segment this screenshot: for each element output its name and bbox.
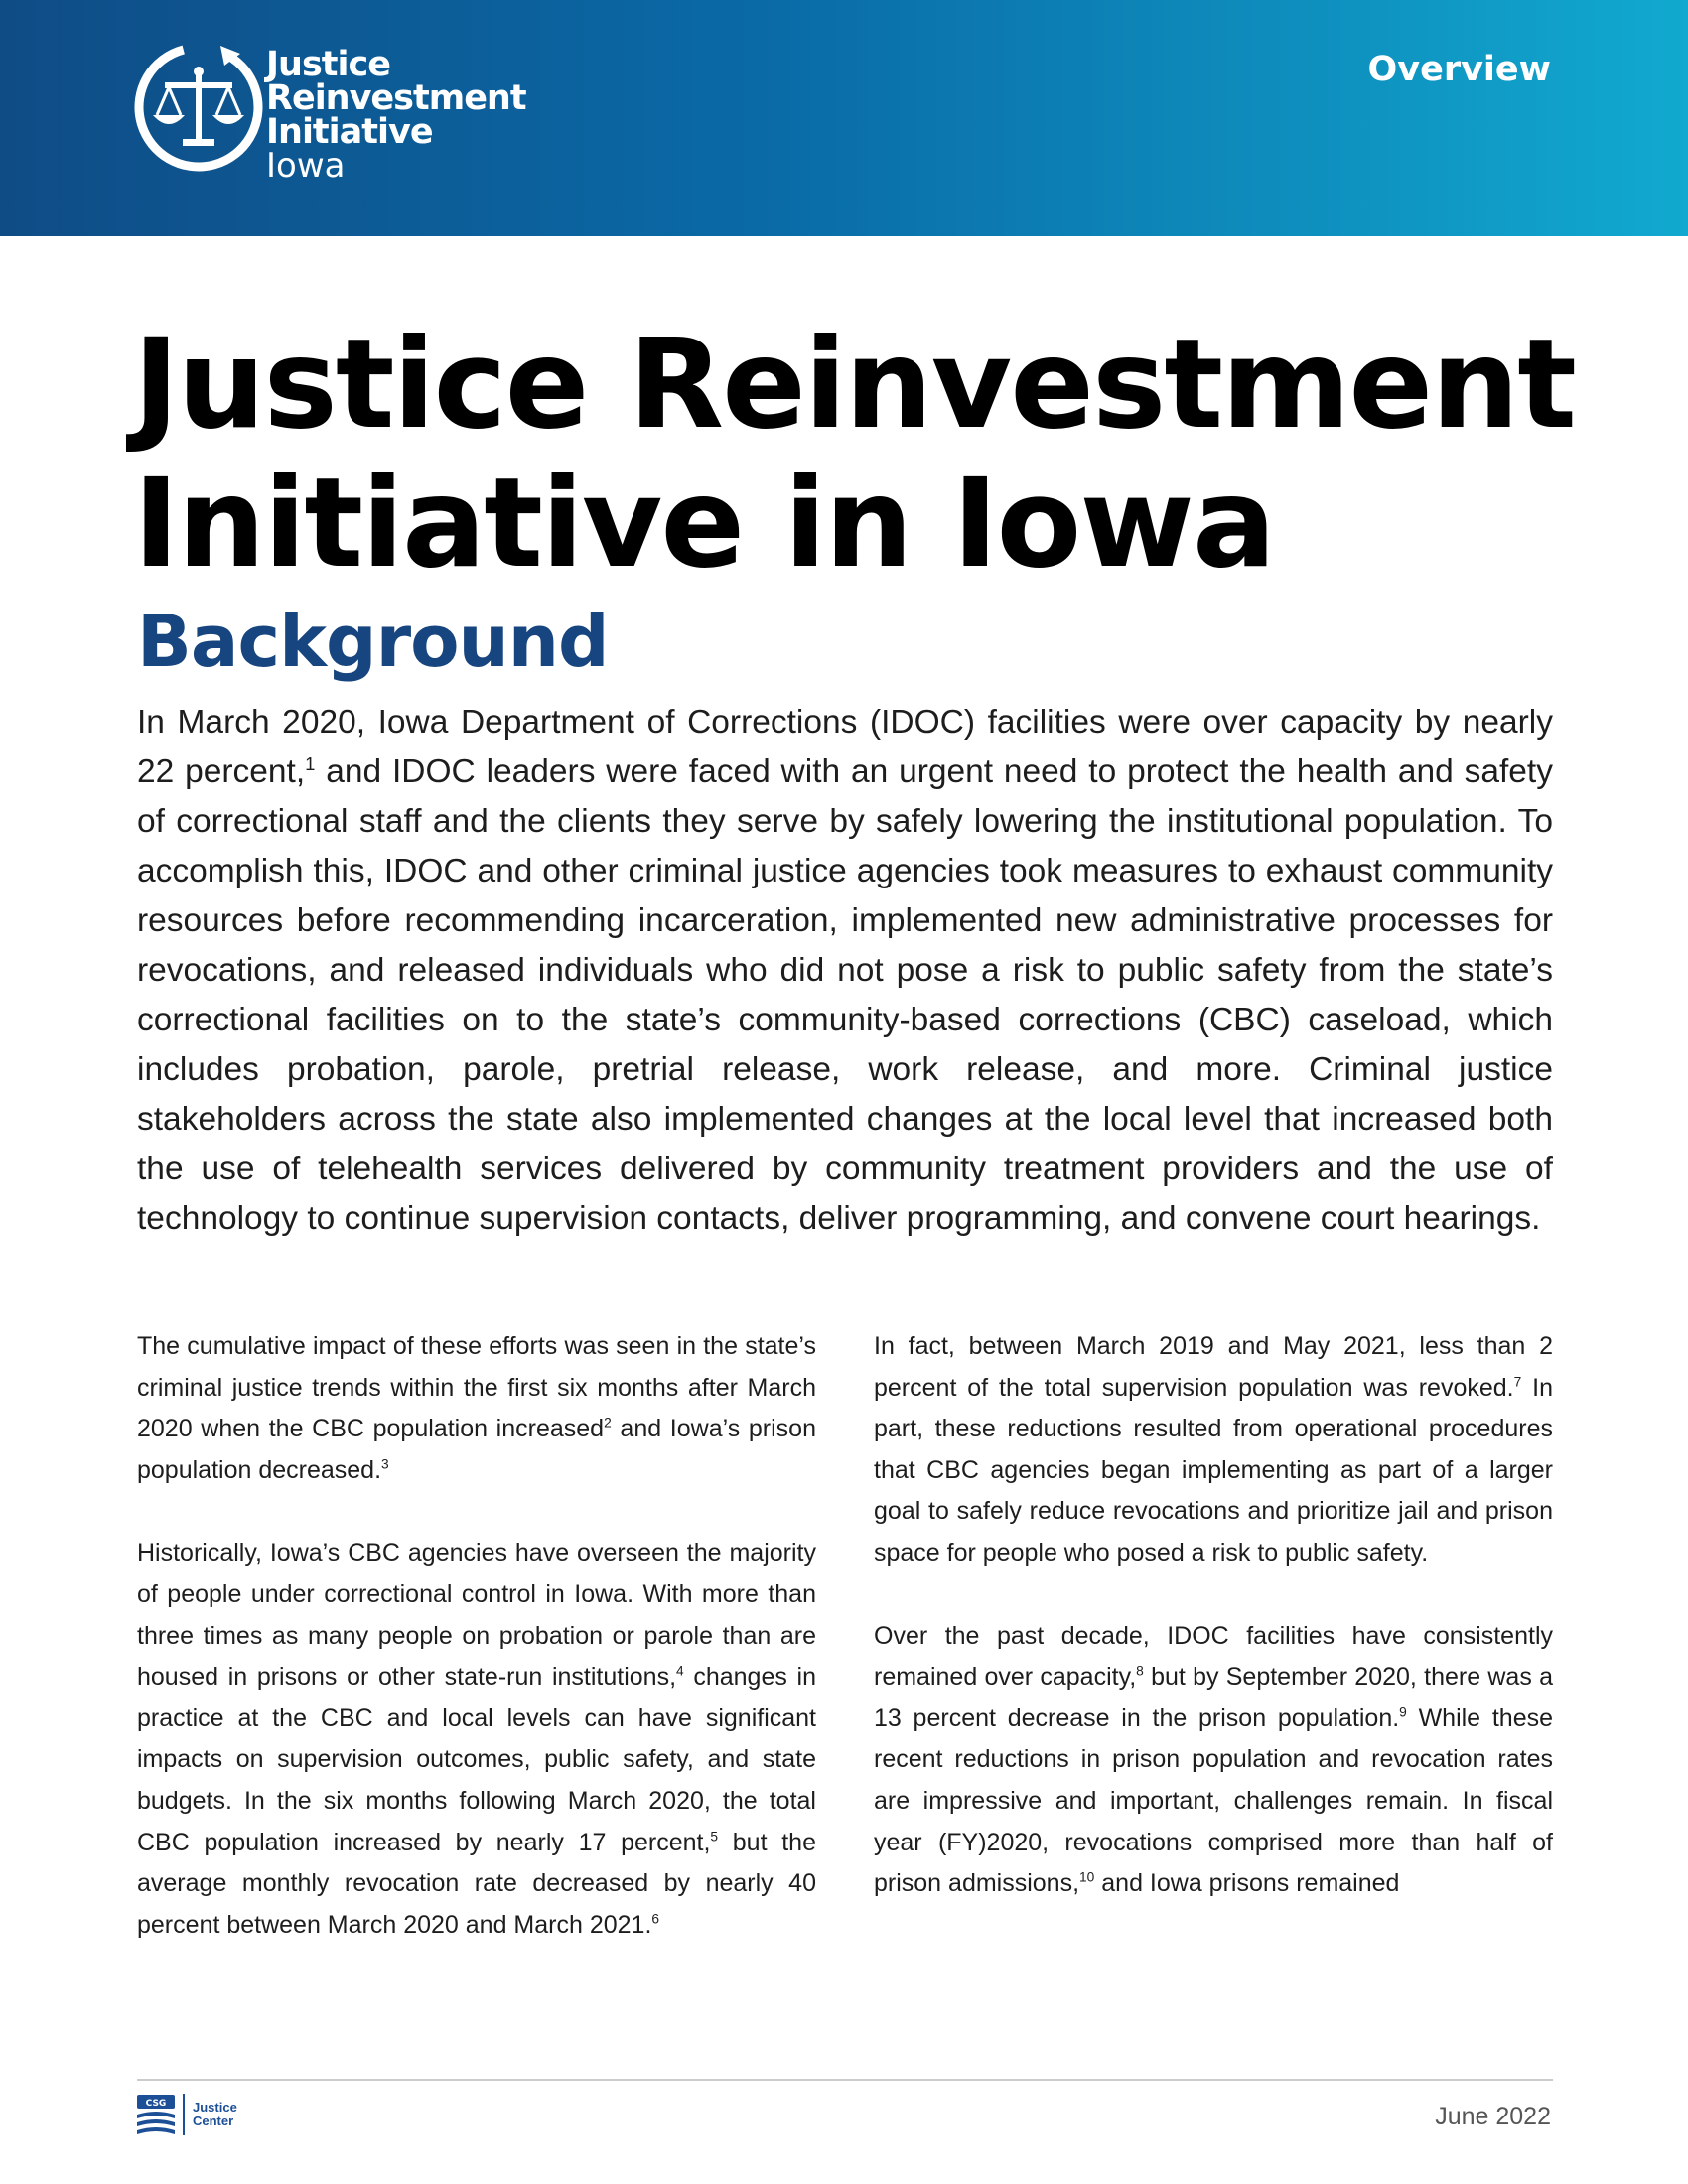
paragraph xyxy=(137,1326,816,1491)
paragraph-text: changes in practice at the CBC and local levels can have significant impacts on supervision outcomes, public safety, and state budgets. In the six months following March 2020, the total CBC population increased by nearly 17 percent, xyxy=(137,1663,816,1856)
jc-line-2: Center xyxy=(193,2114,234,2128)
paragraph-text: and Iowa’s prison population decreased. xyxy=(137,1415,816,1484)
footnote-ref: 3 xyxy=(381,1456,389,1472)
footnote-ref: 2 xyxy=(604,1415,612,1431)
paragraph xyxy=(874,1326,1553,1574)
footnote-ref: 4 xyxy=(676,1663,684,1679)
paragraph-text: but by September 2020, there was a 13 percent decrease in the prison population. xyxy=(874,1663,1553,1732)
footnote-ref: 8 xyxy=(1136,1663,1144,1679)
logo-line-1: Justice xyxy=(266,45,390,84)
section-heading: Background xyxy=(137,600,609,683)
footnote-ref: 9 xyxy=(1399,1705,1407,1720)
scales-of-justice-icon xyxy=(129,38,268,177)
right-column xyxy=(874,1326,1553,1987)
paragraph-text: While these recent reductions in prison population and revocation rates are impressive and important, challenges remain. In fiscal year (FY)2020, revocations comprised more than half of prison admissions, xyxy=(874,1704,1553,1898)
page-title: Justice Reinvestment Initiative in Iowa xyxy=(133,313,1575,596)
overview-label: Overview xyxy=(1367,50,1551,89)
footnote-ref: 1 xyxy=(305,752,316,774)
header-banner xyxy=(0,0,1688,236)
body-columns xyxy=(137,1326,1553,1987)
paragraph xyxy=(137,1533,816,1946)
lead-paragraph xyxy=(137,698,1553,1244)
paragraph-text: and Iowa prisons remained xyxy=(1094,1869,1400,1898)
justice-center-wordmark xyxy=(193,2101,237,2128)
left-column xyxy=(137,1326,816,1987)
lead-text-1: In March 2020, Iowa Department of Corrections (IDOC) facilities were over capacity by nearly 22 percent, xyxy=(137,704,1553,790)
footer-divider xyxy=(137,2079,1553,2081)
paragraph-text: Over the past decade, IDOC facilities have consistently remained over capacity, xyxy=(874,1621,1553,1692)
lead-text-2: and IDOC leaders were faced with an urgent need to protect the health and safety of correctional staff and the clients they serve by safely lowering the institutional population. To accomplish this, IDOC and other criminal justice agencies took measures to exhaust community resources before recommending incarceration, implemented new administrative processes for revocations, and released individuals who did not pose a risk to public safety from the state’s correctional facilities on to the state’s community-based corrections (CBC) caseload, which includes probation, parole, pretrial release, work release, and more. Criminal justice stakeholders across the state also implemented changes at the local level that increased both the use of telehealth services delivered by community treatment providers and the use of technology to continue supervision contacts, deliver programming, and convene court hearings. xyxy=(137,753,1553,1237)
csg-logo-icon xyxy=(135,2093,177,2136)
logo-wordmark xyxy=(266,45,526,186)
footnote-ref: 7 xyxy=(1513,1374,1522,1390)
logo-line-3: Initiative xyxy=(266,112,433,152)
paragraph-text: The cumulative impact of these efforts was seen in the state’s criminal justice trends within the first six months after March 2020 when the CBC population increased xyxy=(137,1332,816,1443)
csg-mark-text: CSG xyxy=(145,2099,167,2109)
paragraph-text: In fact, between March 2019 and May 2021, less than 2 percent of the total supervision population was revoked. xyxy=(874,1332,1553,1402)
logo-divider xyxy=(183,2094,185,2135)
jc-line-1: Justice xyxy=(193,2100,237,2115)
footnote-ref: 6 xyxy=(651,1911,660,1927)
paragraph-text: In part, these reductions resulted from operational procedures that CBC agencies began implementing as part of a larger goal to safely reduce revocations and prioritize jail and prison space for people who posed a risk to public safety. xyxy=(874,1373,1553,1567)
paragraph-text: but the average monthly revocation rate decreased by nearly 40 percent between March 2020 and March 2021. xyxy=(137,1828,816,1939)
justice-center-logo xyxy=(135,2093,237,2136)
paragraph-text: Historically, Iowa’s CBC agencies have overseen the majority of people under correctional control in Iowa. With more than three times as many people on probation or parole than are housed in prisons or other state-run institutions, xyxy=(137,1539,816,1692)
footnote-ref: 10 xyxy=(1079,1869,1095,1885)
publication-date: June 2022 xyxy=(1435,2103,1551,2130)
logo-state: Iowa xyxy=(266,146,346,186)
footnote-ref: 5 xyxy=(710,1829,719,1844)
paragraph xyxy=(874,1616,1553,1905)
logo-line-2: Reinvestment xyxy=(266,78,526,118)
